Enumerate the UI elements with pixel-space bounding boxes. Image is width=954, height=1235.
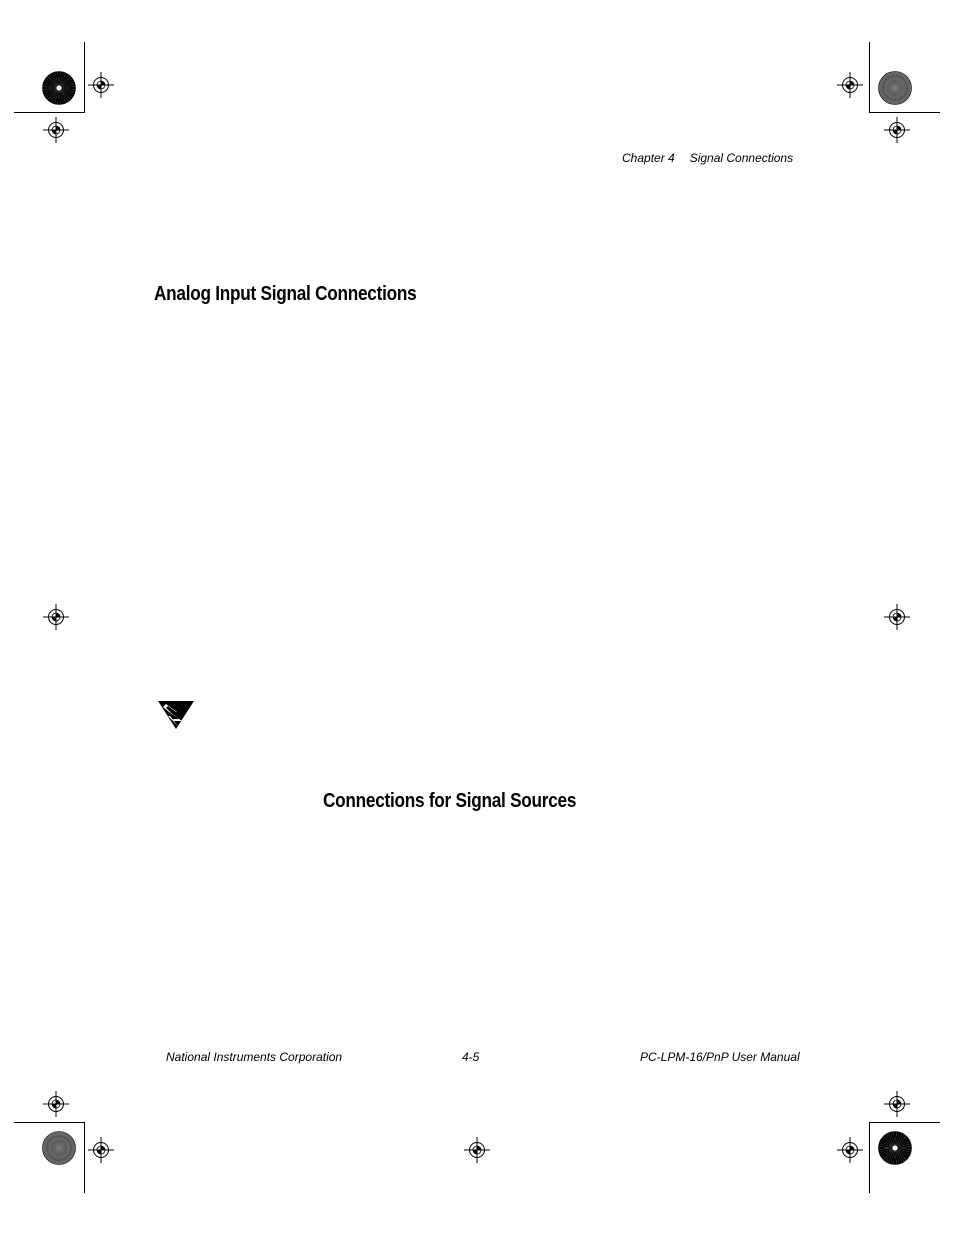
warning-lightning-icon (157, 700, 195, 730)
registration-crosshair-icon (88, 1137, 114, 1163)
registration-crosshair-icon (464, 1137, 490, 1163)
registration-crosshair-icon (884, 1091, 910, 1117)
crop-line-bottom-right-horizontal (869, 1122, 940, 1123)
footer-page-number: 4-5 (462, 1050, 480, 1064)
crop-line-bottom-right-vertical (869, 1122, 870, 1193)
heading-analog-input-signal-connections: Analog Input Signal Connections (154, 283, 417, 305)
crop-line-bottom-left-vertical (84, 1122, 85, 1193)
registration-crosshair-icon (884, 117, 910, 143)
registration-crosshair-icon (884, 604, 910, 630)
halftone-circle-icon (878, 71, 912, 105)
heading-connections-for-signal-sources: Connections for Signal Sources (323, 790, 577, 812)
registration-crosshair-icon (43, 604, 69, 630)
running-header (622, 151, 793, 165)
registration-crosshair-icon (43, 117, 69, 143)
crop-line-top-right-vertical (869, 42, 870, 112)
starburst-target-icon (878, 1131, 912, 1165)
header-section: Signal Connections (689, 151, 794, 165)
footer-company: National Instruments Corporation (166, 1050, 343, 1064)
registration-crosshair-icon (88, 72, 114, 98)
crop-line-top-left-vertical (84, 42, 85, 112)
registration-crosshair-icon (43, 1091, 69, 1117)
footer-manual-title: PC-LPM-16/PnP User Manual (640, 1050, 800, 1064)
registration-crosshair-icon (837, 72, 863, 98)
crop-line-bottom-left-horizontal (14, 1122, 85, 1123)
crop-line-top-left-horizontal (14, 112, 85, 113)
registration-crosshair-icon (837, 1137, 863, 1163)
starburst-target-icon (42, 71, 76, 105)
header-chapter: Chapter 4 (622, 151, 675, 165)
halftone-circle-icon (42, 1131, 76, 1165)
crop-line-top-right-horizontal (869, 112, 940, 113)
